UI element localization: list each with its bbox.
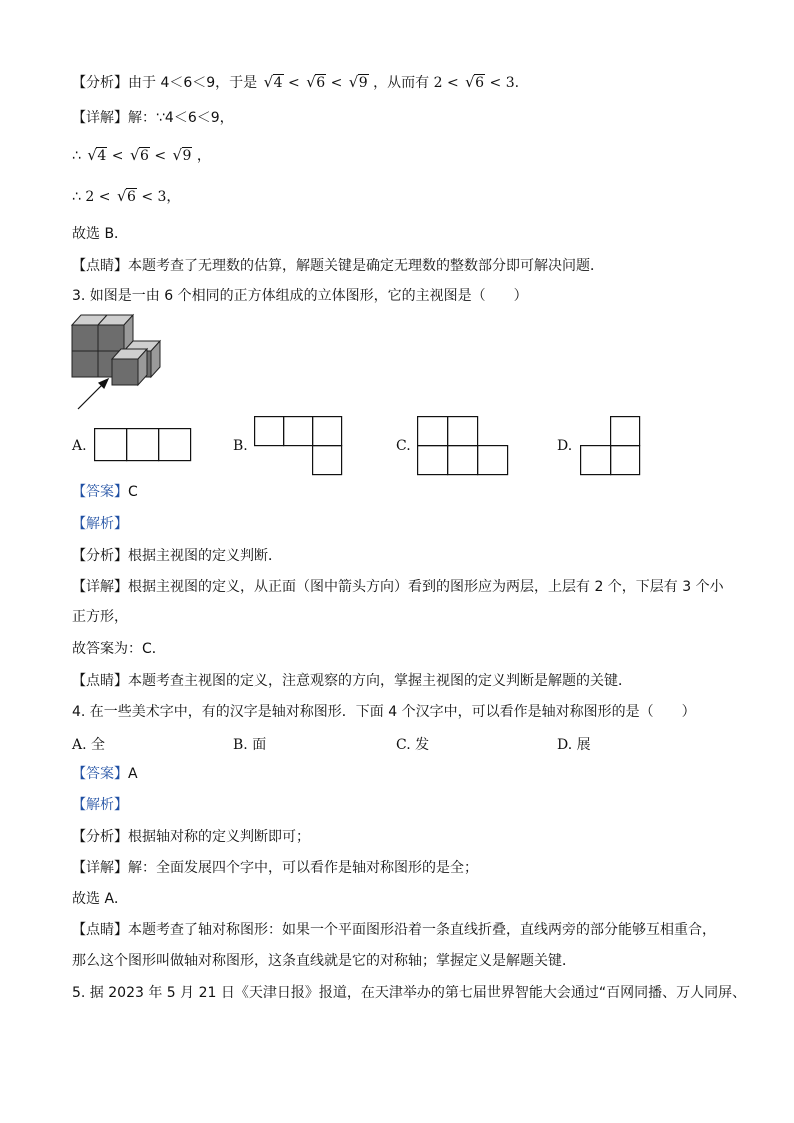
answer-3: 【答案】C: [72, 484, 138, 500]
option-b-figure: [254, 416, 344, 476]
detail-tag: 【详解】: [72, 110, 128, 126]
option-a-figure: [94, 428, 192, 462]
therefore-line-2: ∴ 2 < √ 6 < 3，: [72, 187, 181, 205]
detail-3-cont: 正方形，: [72, 609, 128, 625]
q4-option-d: D. 展: [557, 737, 591, 753]
analysis-4: 【分析】根据轴对称的定义判断即可；: [72, 829, 310, 845]
analysis-line-1: 【分析】由于 4＜6＜9，于是 √ 4 < √ 6 < √ 9 ，从而有 2 < √ 6 < 3.: [72, 73, 520, 91]
jiexi-3: 【解析】: [72, 516, 128, 532]
inequality-result: 2 < √ 6 < 3: [433, 73, 515, 91]
question-3: 3. 如图是一由 6 个相同的正方体组成的立体图形，它的主视图是（ ）: [72, 288, 528, 304]
analysis-text-b: ，从而有: [373, 75, 430, 91]
option-d-label: D.: [557, 438, 573, 454]
q4-option-a: A. 全: [72, 737, 106, 753]
detail-text: 解：∵4＜6＜9，: [128, 110, 234, 126]
analysis-tag: 【分析】: [72, 75, 128, 91]
cube-figure: [72, 315, 164, 411]
analysis-text-a: 由于 4＜6＜9，于是: [128, 75, 258, 91]
detail-3: 【详解】根据主视图的定义，从正面（图中箭头方向）看到的图形应为两层，上层有 2 个，下层有 3 个小: [72, 579, 724, 595]
comment-4-cont: 那么这个图形叫做轴对称图形，这条直线就是它的对称轴；掌握定义是解题关键．: [72, 953, 576, 969]
option-c-figure: [417, 416, 509, 476]
conclusion-3: 故答案为：C．: [72, 641, 166, 657]
jiexi-4: 【解析】: [72, 797, 128, 813]
option-b-label: B.: [233, 438, 248, 454]
comment-3: 【点睛】本题考查主视图的定义，注意观察的方向，掌握主视图的定义判断是解题的关键．: [72, 673, 632, 689]
therefore-line-1: ∴ √ 4 < √ 6 < √ 9 ，: [72, 146, 211, 164]
inequality-sqrt: √ 4 < √ 6 < √ 9: [263, 73, 368, 91]
conclusion-4: 故选 A．: [72, 891, 129, 907]
q4-option-b: B. 面: [233, 737, 267, 753]
detail-line: [72, 108, 234, 128]
option-a-label: A.: [72, 438, 87, 454]
answer-4: 【答案】A: [72, 766, 138, 782]
analysis-3: 【分析】根据主视图的定义判断．: [72, 548, 282, 564]
q4-option-c: C. 发: [396, 737, 430, 753]
choose-b-line: 故选 B．: [72, 226, 129, 242]
view-arrow: [78, 379, 108, 409]
question-5: 5. 据 2023 年 5 月 21 日《天津日报》报道，在天津举办的第七届世界智能大会通过“百网同播、万人同屏、: [72, 985, 747, 1001]
detail-4: 【详解】解：全面发展四个字中，可以看作是轴对称图形的是全；: [72, 860, 478, 876]
question-4: 4. 在一些美术字中，有的汉字是轴对称图形．下面 4 个汉字中，可以看作是轴对称图形的是（ ）: [72, 704, 696, 720]
option-c-label: C.: [396, 438, 411, 454]
comment-4: 【点睛】本题考查了轴对称图形：如果一个平面图形沿着一条直线折叠，直线两旁的部分能够互相重合，: [72, 922, 716, 938]
option-d-figure: [580, 416, 642, 476]
cube-stack: [72, 315, 160, 385]
comment-line: 【点睛】本题考查了无理数的估算，解题关键是确定无理数的整数部分即可解决问题．: [72, 258, 604, 274]
